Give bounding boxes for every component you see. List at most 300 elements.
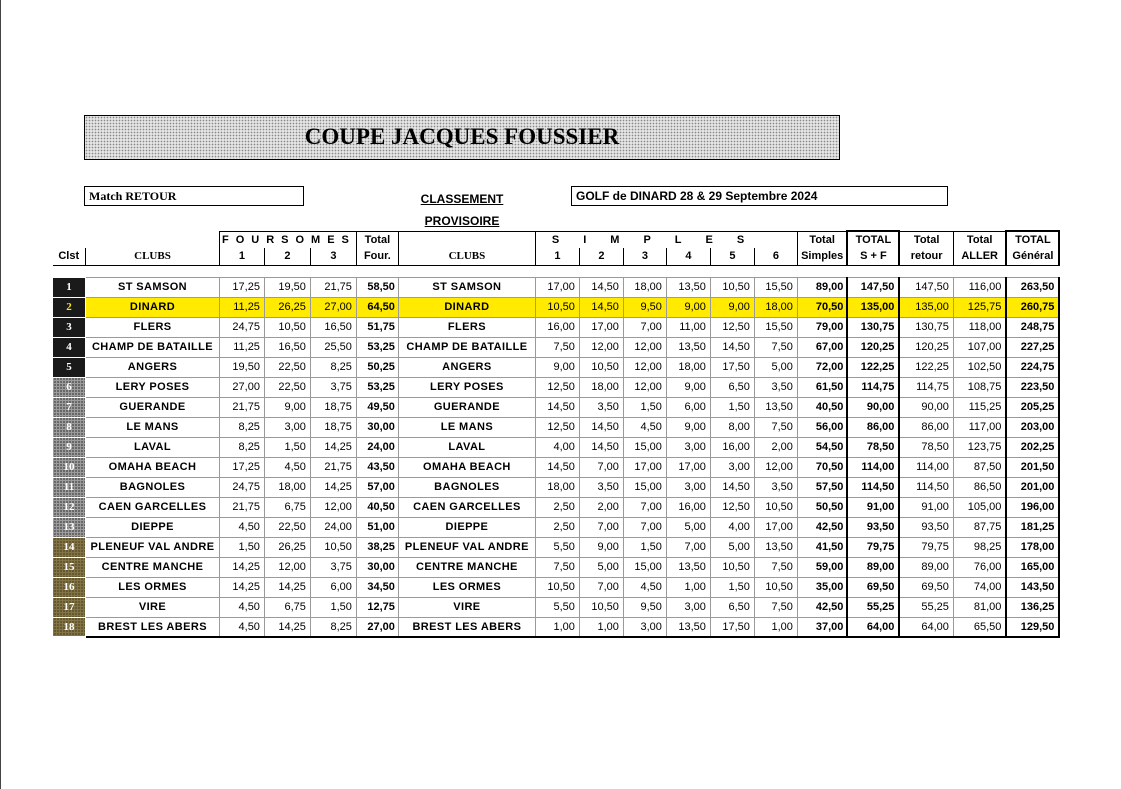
total-aller-header-bottom: ALLER [953, 248, 1006, 265]
clubs2-header: CLUBS [398, 248, 535, 265]
club-name-cell-2: GUERANDE [398, 397, 535, 417]
simple-2-cell: 3,50 [579, 477, 623, 497]
total-four-cell: 30,00 [356, 557, 398, 577]
total-sf-cell: 114,75 [847, 377, 899, 397]
simple-6-cell: 18,00 [754, 297, 797, 317]
total-general-cell: 263,50 [1006, 277, 1059, 297]
total-aller-cell: 74,00 [953, 577, 1006, 597]
club-name-cell-2: CAEN GARCELLES [398, 497, 535, 517]
simple-5-cell: 17,50 [710, 357, 754, 377]
simple-4-cell: 13,50 [666, 337, 710, 357]
simple-5-cell: 6,50 [710, 377, 754, 397]
simple-1-cell: 7,50 [535, 337, 579, 357]
simple-5-cell: 10,50 [710, 277, 754, 297]
simple-2-cell: 10,50 [579, 597, 623, 617]
simple-5-cell: 12,50 [710, 317, 754, 337]
club-name-cell-2: FLERS [398, 317, 535, 337]
rank-cell: 1 [53, 277, 86, 297]
total-retour-cell: 114,50 [899, 477, 953, 497]
total-simples-header-bottom: Simples [797, 248, 847, 265]
foursome-2-cell: 22,50 [264, 377, 310, 397]
total-simples-cell: 89,00 [797, 277, 847, 297]
foursome-3-cell: 8,25 [310, 357, 356, 377]
club-name-cell: CAEN GARCELLES [86, 497, 220, 517]
simple-2-cell: 1,00 [579, 617, 623, 637]
simple-1-cell: 18,00 [535, 477, 579, 497]
simple-3-cell: 4,50 [623, 417, 666, 437]
foursome-1-cell: 8,25 [220, 437, 265, 457]
foursome-2-cell: 18,00 [264, 477, 310, 497]
total-general-header-top: TOTAL [1006, 231, 1059, 248]
foursome-1-cell: 24,75 [220, 477, 265, 497]
simple-2-cell: 7,00 [579, 517, 623, 537]
total-retour-cell: 55,25 [899, 597, 953, 617]
simple-2-cell: 7,00 [579, 577, 623, 597]
page-title: COUPE JACQUES FOUSSIER [304, 124, 620, 149]
total-general-cell: 202,25 [1006, 437, 1059, 457]
simple-6-cell: 15,50 [754, 317, 797, 337]
rank-cell: 7 [53, 397, 86, 417]
rank-cell: 12 [53, 497, 86, 517]
clst-header: Clst [53, 248, 86, 265]
page-edge-rule [0, 0, 1, 789]
total-sf-cell: 90,00 [847, 397, 899, 417]
rank-cell: 6 [53, 377, 86, 397]
simple-5-cell: 14,50 [710, 337, 754, 357]
simple-col-5-header: 5 [710, 248, 754, 265]
total-sf-cell: 89,00 [847, 557, 899, 577]
total-sf-header-top: TOTAL [847, 231, 899, 248]
simple-4-cell: 11,00 [666, 317, 710, 337]
total-simples-cell: 42,50 [797, 517, 847, 537]
total-four-cell: 24,00 [356, 437, 398, 457]
foursome-2-cell: 26,25 [264, 297, 310, 317]
simple-5-cell: 4,00 [710, 517, 754, 537]
total-four-cell: 64,50 [356, 297, 398, 317]
total-aller-cell: 86,50 [953, 477, 1006, 497]
total-simples-cell: 35,00 [797, 577, 847, 597]
total-aller-cell: 118,00 [953, 317, 1006, 337]
foursome-3-cell: 21,75 [310, 277, 356, 297]
club-name-cell-2: ST SAMSON [398, 277, 535, 297]
total-sf-cell: 86,00 [847, 417, 899, 437]
simple-2-cell: 3,50 [579, 397, 623, 417]
total-sf-cell: 147,50 [847, 277, 899, 297]
rank-cell: 9 [53, 437, 86, 457]
total-sf-cell: 120,25 [847, 337, 899, 357]
table-row [53, 577, 1060, 597]
foursome-2-cell: 16,50 [264, 337, 310, 357]
foursome-3-cell: 1,50 [310, 597, 356, 617]
simple-3-cell: 4,50 [623, 577, 666, 597]
simple-6-cell: 13,50 [754, 537, 797, 557]
foursome-2-cell: 3,00 [264, 417, 310, 437]
total-aller-cell: 115,25 [953, 397, 1006, 417]
total-four-cell: 38,25 [356, 537, 398, 557]
rank-cell: 4 [53, 337, 86, 357]
table-row [53, 457, 1060, 477]
foursome-2-cell: 22,50 [264, 357, 310, 377]
simple-6-cell: 3,50 [754, 477, 797, 497]
simple-3-cell: 3,00 [623, 617, 666, 637]
simple-1-cell: 17,00 [535, 277, 579, 297]
simple-1-cell: 14,50 [535, 457, 579, 477]
club-name-cell: VIRE [86, 597, 220, 617]
club-name-cell-2: VIRE [398, 597, 535, 617]
total-retour-cell: 93,50 [899, 517, 953, 537]
rank-cell: 10 [53, 457, 86, 477]
total-general-cell: 201,50 [1006, 457, 1059, 477]
golf-event-label: GOLF de DINARD 28 & 29 Septembre 2024 [571, 186, 948, 206]
total-four-cell: 51,00 [356, 517, 398, 537]
simple-6-cell: 10,50 [754, 497, 797, 517]
simple-4-cell: 9,00 [666, 377, 710, 397]
rank-cell: 18 [53, 617, 86, 637]
foursome-3-cell: 8,25 [310, 617, 356, 637]
simple-1-cell: 16,00 [535, 317, 579, 337]
simple-1-cell: 10,50 [535, 577, 579, 597]
total-general-cell: 227,25 [1006, 337, 1059, 357]
club-name-cell: FLERS [86, 317, 220, 337]
simple-1-cell: 5,50 [535, 597, 579, 617]
club-name-cell-2: BREST LES ABERS [398, 617, 535, 637]
simples-group-header: SIMPLES [535, 231, 797, 248]
foursome-col-1-header: 1 [220, 248, 265, 265]
total-sf-cell: 130,75 [847, 317, 899, 337]
simple-1-cell: 10,50 [535, 297, 579, 317]
club-name-cell-2: DIEPPE [398, 517, 535, 537]
club-name-cell: LE MANS [86, 417, 220, 437]
club-name-cell-2: DINARD [398, 297, 535, 317]
total-four-header-top: Total [356, 231, 398, 248]
total-four-cell: 50,25 [356, 357, 398, 377]
rank-cell: 8 [53, 417, 86, 437]
total-simples-cell: 70,50 [797, 457, 847, 477]
simple-5-cell: 12,50 [710, 497, 754, 517]
simple-5-cell: 1,50 [710, 397, 754, 417]
table-row [53, 537, 1060, 557]
foursomes-group-header: FOURSOMES [220, 231, 357, 248]
rank-cell: 14 [53, 537, 86, 557]
club-name-cell-2: CHAMP DE BATAILLE [398, 337, 535, 357]
simple-2-cell: 12,00 [579, 337, 623, 357]
simple-1-cell: 12,50 [535, 377, 579, 397]
foursome-3-cell: 24,00 [310, 517, 356, 537]
standings-table [52, 230, 1060, 638]
classement-line-1: CLASSEMENT [420, 192, 504, 206]
total-sf-cell: 69,50 [847, 577, 899, 597]
simple-4-cell: 18,00 [666, 357, 710, 377]
total-sf-header-bottom: S + F [847, 248, 899, 265]
foursome-3-cell: 21,75 [310, 457, 356, 477]
total-four-header-bottom: Four. [356, 248, 398, 265]
simple-6-cell: 13,50 [754, 397, 797, 417]
simple-4-cell: 13,50 [666, 277, 710, 297]
total-aller-cell: 123,75 [953, 437, 1006, 457]
total-general-cell: 224,75 [1006, 357, 1059, 377]
foursome-1-cell: 4,50 [220, 597, 265, 617]
simple-col-6-header: 6 [754, 248, 797, 265]
total-general-cell: 165,00 [1006, 557, 1059, 577]
header-row-bottom [53, 248, 1060, 265]
total-sf-cell: 64,00 [847, 617, 899, 637]
total-simples-cell: 40,50 [797, 397, 847, 417]
simple-4-cell: 3,00 [666, 597, 710, 617]
total-sf-cell: 135,00 [847, 297, 899, 317]
total-four-cell: 34,50 [356, 577, 398, 597]
total-retour-cell: 120,25 [899, 337, 953, 357]
total-four-cell: 53,25 [356, 337, 398, 357]
total-retour-header-top: Total [899, 231, 953, 248]
total-simples-cell: 41,50 [797, 537, 847, 557]
simple-5-cell: 16,00 [710, 437, 754, 457]
simple-3-cell: 12,00 [623, 377, 666, 397]
table-row [53, 437, 1060, 457]
total-aller-cell: 117,00 [953, 417, 1006, 437]
simple-6-cell: 10,50 [754, 577, 797, 597]
table-row [53, 617, 1060, 637]
simple-4-cell: 1,00 [666, 577, 710, 597]
club-name-cell-2: LERY POSES [398, 377, 535, 397]
foursome-2-cell: 22,50 [264, 517, 310, 537]
simple-3-cell: 7,00 [623, 517, 666, 537]
simple-4-cell: 5,00 [666, 517, 710, 537]
simple-4-cell: 13,50 [666, 617, 710, 637]
simple-3-cell: 1,50 [623, 397, 666, 417]
total-aller-cell: 102,50 [953, 357, 1006, 377]
simple-3-cell: 1,50 [623, 537, 666, 557]
classement-line-2: PROVISOIRE [424, 214, 500, 228]
total-four-cell: 30,00 [356, 417, 398, 437]
simple-3-cell: 9,50 [623, 597, 666, 617]
foursome-3-cell: 3,75 [310, 377, 356, 397]
table-row [53, 557, 1060, 577]
foursome-1-cell: 14,25 [220, 557, 265, 577]
total-simples-cell: 56,00 [797, 417, 847, 437]
simple-5-cell: 1,50 [710, 577, 754, 597]
simple-1-cell: 12,50 [535, 417, 579, 437]
foursome-1-cell: 17,25 [220, 457, 265, 477]
rank-cell: 16 [53, 577, 86, 597]
simple-2-cell: 14,50 [579, 437, 623, 457]
total-general-cell: 201,00 [1006, 477, 1059, 497]
foursome-1-cell: 24,75 [220, 317, 265, 337]
simple-2-cell: 9,00 [579, 537, 623, 557]
simple-6-cell: 7,50 [754, 337, 797, 357]
total-sf-cell: 79,75 [847, 537, 899, 557]
simple-6-cell: 1,00 [754, 617, 797, 637]
simple-4-cell: 16,00 [666, 497, 710, 517]
club-name-cell: CHAMP DE BATAILLE [86, 337, 220, 357]
foursome-1-cell: 21,75 [220, 497, 265, 517]
simple-6-cell: 17,00 [754, 517, 797, 537]
simple-4-cell: 3,00 [666, 477, 710, 497]
foursome-2-cell: 1,50 [264, 437, 310, 457]
total-four-cell: 58,50 [356, 277, 398, 297]
clubs-header: CLUBS [86, 248, 220, 265]
club-name-cell: LERY POSES [86, 377, 220, 397]
foursome-3-cell: 14,25 [310, 437, 356, 457]
foursome-1-cell: 27,00 [220, 377, 265, 397]
simple-1-cell: 4,00 [535, 437, 579, 457]
table-row [53, 297, 1060, 317]
club-name-cell: PLENEUF VAL ANDRE [86, 537, 220, 557]
total-four-cell: 27,00 [356, 617, 398, 637]
simple-6-cell: 7,50 [754, 417, 797, 437]
foursome-1-cell: 4,50 [220, 517, 265, 537]
club-name-cell: GUERANDE [86, 397, 220, 417]
simple-col-2-header: 2 [579, 248, 623, 265]
simple-2-cell: 2,00 [579, 497, 623, 517]
simple-6-cell: 7,50 [754, 597, 797, 617]
club-name-cell: OMAHA BEACH [86, 457, 220, 477]
total-four-cell: 49,50 [356, 397, 398, 417]
total-retour-cell: 86,00 [899, 417, 953, 437]
rank-cell: 5 [53, 357, 86, 377]
table-row [53, 477, 1060, 497]
rank-cell: 15 [53, 557, 86, 577]
total-sf-cell: 93,50 [847, 517, 899, 537]
total-sf-cell: 122,25 [847, 357, 899, 377]
total-general-cell: 181,25 [1006, 517, 1059, 537]
simple-4-cell: 7,00 [666, 537, 710, 557]
table-row [53, 397, 1060, 417]
foursome-2-cell: 10,50 [264, 317, 310, 337]
total-retour-cell: 130,75 [899, 317, 953, 337]
foursome-3-cell: 6,00 [310, 577, 356, 597]
total-retour-cell: 90,00 [899, 397, 953, 417]
total-aller-cell: 116,00 [953, 277, 1006, 297]
simple-4-cell: 13,50 [666, 557, 710, 577]
simple-4-cell: 9,00 [666, 417, 710, 437]
total-aller-cell: 108,75 [953, 377, 1006, 397]
total-retour-header-bottom: retour [899, 248, 953, 265]
total-retour-cell: 122,25 [899, 357, 953, 377]
total-retour-cell: 147,50 [899, 277, 953, 297]
foursome-3-cell: 12,00 [310, 497, 356, 517]
simple-6-cell: 12,00 [754, 457, 797, 477]
simple-6-cell: 3,50 [754, 377, 797, 397]
total-general-cell: 223,50 [1006, 377, 1059, 397]
total-retour-cell: 114,75 [899, 377, 953, 397]
total-simples-cell: 70,50 [797, 297, 847, 317]
table-row [53, 317, 1060, 337]
club-name-cell-2: PLENEUF VAL ANDRE [398, 537, 535, 557]
club-name-cell-2: CENTRE MANCHE [398, 557, 535, 577]
total-simples-cell: 42,50 [797, 597, 847, 617]
simple-col-3-header: 3 [623, 248, 666, 265]
total-general-cell: 196,00 [1006, 497, 1059, 517]
simple-3-cell: 12,00 [623, 337, 666, 357]
match-label: Match RETOUR [84, 186, 304, 206]
simple-2-cell: 10,50 [579, 357, 623, 377]
simple-2-cell: 14,50 [579, 297, 623, 317]
foursome-2-cell: 6,75 [264, 497, 310, 517]
total-simples-cell: 72,00 [797, 357, 847, 377]
club-name-cell: ANGERS [86, 357, 220, 377]
total-retour-cell: 78,50 [899, 437, 953, 457]
total-four-cell: 40,50 [356, 497, 398, 517]
total-four-cell: 53,25 [356, 377, 398, 397]
table-row [53, 377, 1060, 397]
total-sf-cell: 55,25 [847, 597, 899, 617]
simple-6-cell: 15,50 [754, 277, 797, 297]
table-row [53, 357, 1060, 377]
foursome-1-cell: 14,25 [220, 577, 265, 597]
total-four-cell: 57,00 [356, 477, 398, 497]
total-general-cell: 136,25 [1006, 597, 1059, 617]
table-row [53, 497, 1060, 517]
simple-5-cell: 8,00 [710, 417, 754, 437]
foursome-1-cell: 1,50 [220, 537, 265, 557]
foursome-2-cell: 12,00 [264, 557, 310, 577]
total-simples-cell: 57,50 [797, 477, 847, 497]
table-row [53, 337, 1060, 357]
total-retour-cell: 114,00 [899, 457, 953, 477]
simple-6-cell: 7,50 [754, 557, 797, 577]
rank-cell: 3 [53, 317, 86, 337]
foursome-2-cell: 6,75 [264, 597, 310, 617]
simple-5-cell: 6,50 [710, 597, 754, 617]
foursome-3-cell: 16,50 [310, 317, 356, 337]
simple-1-cell: 9,00 [535, 357, 579, 377]
simple-1-cell: 1,00 [535, 617, 579, 637]
table-row [53, 597, 1060, 617]
foursome-1-cell: 4,50 [220, 617, 265, 637]
total-aller-cell: 98,25 [953, 537, 1006, 557]
total-general-cell: 178,00 [1006, 537, 1059, 557]
simple-col-4-header: 4 [666, 248, 710, 265]
total-general-cell: 248,75 [1006, 317, 1059, 337]
simple-2-cell: 5,00 [579, 557, 623, 577]
simple-3-cell: 18,00 [623, 277, 666, 297]
simple-4-cell: 9,00 [666, 297, 710, 317]
total-aller-cell: 87,50 [953, 457, 1006, 477]
simple-2-cell: 14,50 [579, 417, 623, 437]
foursome-2-cell: 14,25 [264, 617, 310, 637]
rank-cell: 17 [53, 597, 86, 617]
total-simples-cell: 54,50 [797, 437, 847, 457]
simple-4-cell: 3,00 [666, 437, 710, 457]
club-name-cell: BREST LES ABERS [86, 617, 220, 637]
simple-3-cell: 9,50 [623, 297, 666, 317]
simple-3-cell: 15,00 [623, 557, 666, 577]
total-general-cell: 203,00 [1006, 417, 1059, 437]
foursome-1-cell: 17,25 [220, 277, 265, 297]
total-aller-cell: 81,00 [953, 597, 1006, 617]
total-sf-cell: 114,50 [847, 477, 899, 497]
club-name-cell-2: LAVAL [398, 437, 535, 457]
total-aller-cell: 87,75 [953, 517, 1006, 537]
classement-label [392, 188, 532, 232]
foursome-2-cell: 14,25 [264, 577, 310, 597]
total-aller-cell: 107,00 [953, 337, 1006, 357]
foursome-2-cell: 19,50 [264, 277, 310, 297]
foursome-1-cell: 11,25 [220, 337, 265, 357]
total-sf-cell: 114,00 [847, 457, 899, 477]
club-name-cell: ST SAMSON [86, 277, 220, 297]
foursome-col-3-header: 3 [310, 248, 356, 265]
foursome-col-2-header: 2 [264, 248, 310, 265]
foursome-3-cell: 14,25 [310, 477, 356, 497]
simple-1-cell: 7,50 [535, 557, 579, 577]
simple-2-cell: 18,00 [579, 377, 623, 397]
simple-5-cell: 10,50 [710, 557, 754, 577]
table-row [53, 417, 1060, 437]
simple-col-1-header: 1 [535, 248, 579, 265]
simple-5-cell: 5,00 [710, 537, 754, 557]
foursome-3-cell: 10,50 [310, 537, 356, 557]
